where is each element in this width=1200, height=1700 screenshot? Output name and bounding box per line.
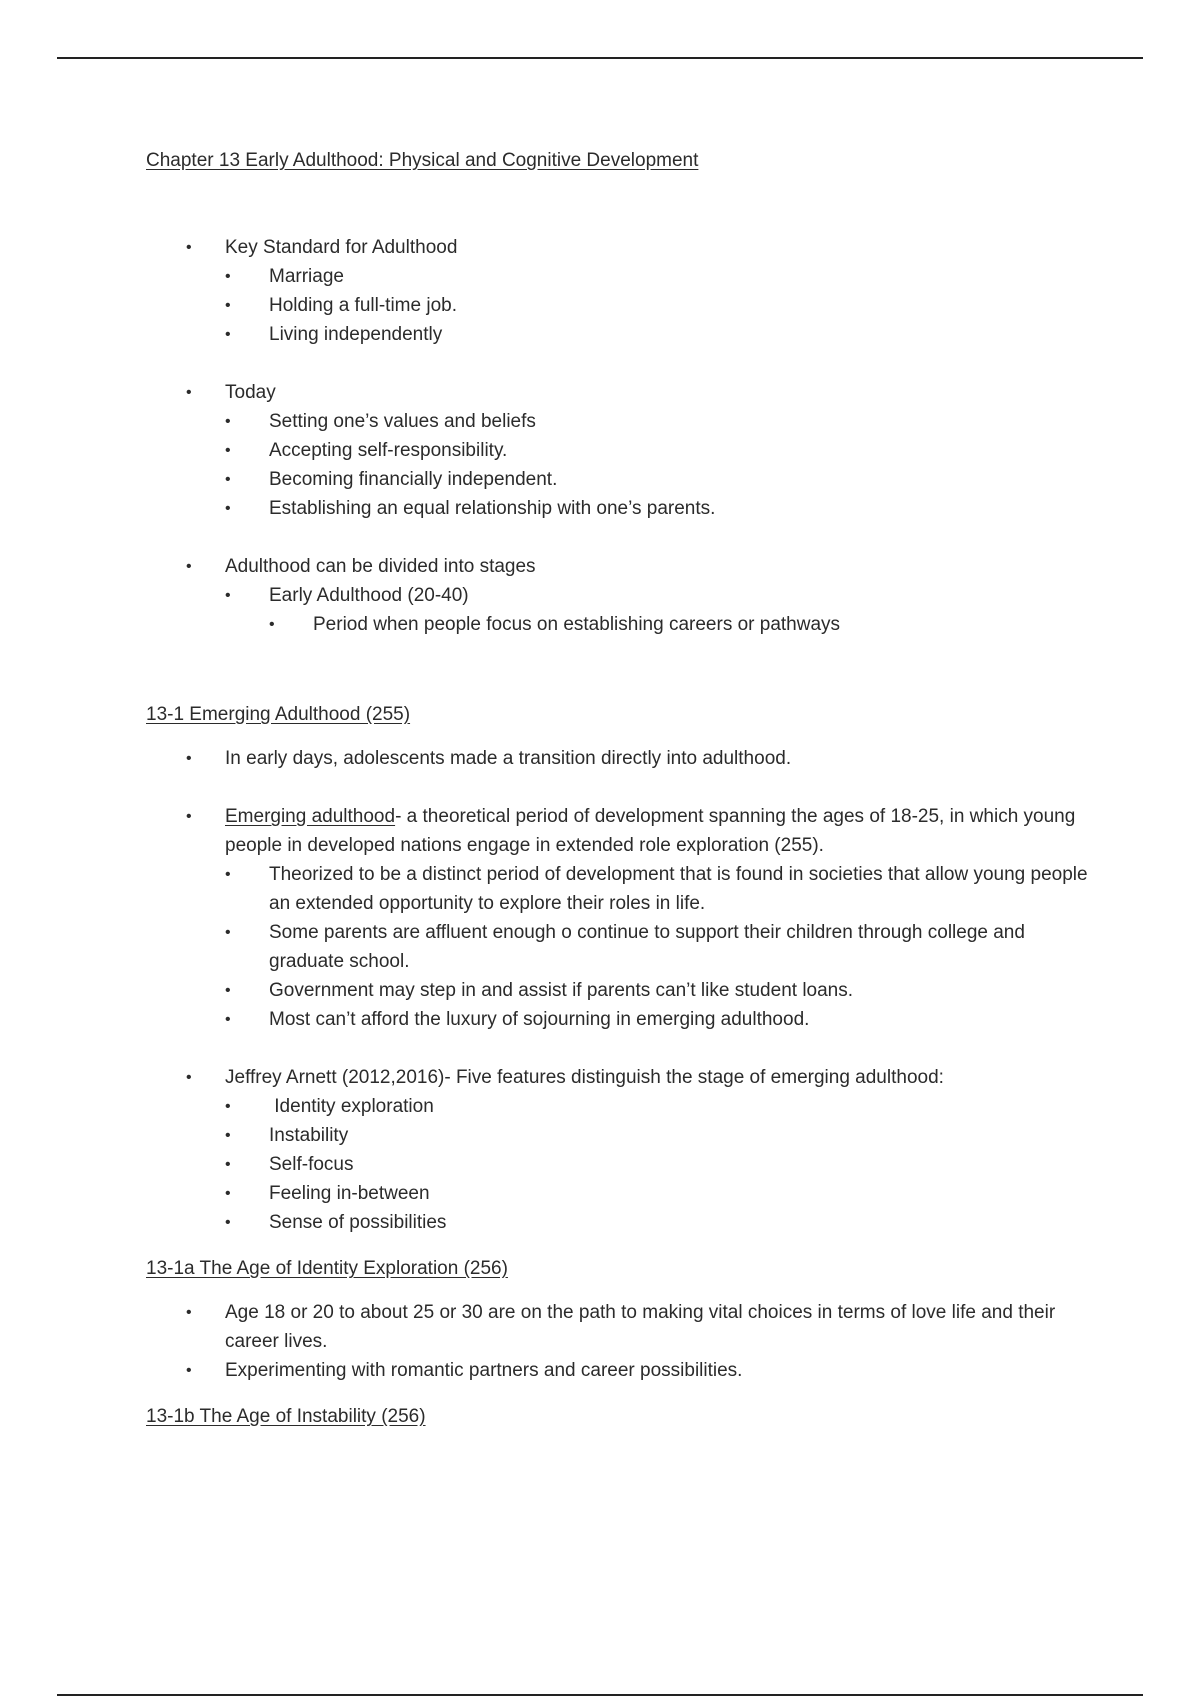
list-item: • Jeffrey Arnett (2012,2016)- Five features distinguish the stage of emerging adulthood: • Identity exploration • Instability • Self-focus • Feeling in-between • Sense of possibilities	[146, 1063, 1096, 1237]
bullet-icon: •	[225, 1011, 231, 1028]
section-heading-13-1a: 13-1a The Age of Identity Exploration (256)	[146, 1258, 508, 1279]
bullet-icon: •	[225, 1214, 231, 1231]
bullet-icon: •	[225, 866, 231, 883]
bullet-icon: •	[225, 442, 231, 459]
list-item: • Key Standard for Adulthood • Marriage • Holding a full-time job. • Living independently	[146, 233, 1096, 349]
bullet-icon: •	[225, 500, 231, 517]
stages-list	[146, 552, 1096, 639]
bullet-icon: •	[225, 1156, 231, 1173]
section-heading-13-1b: 13-1b The Age of Instability (256)	[146, 1406, 426, 1427]
emerging-adulthood-sublist	[225, 860, 1096, 1034]
features-sublist	[225, 1092, 1096, 1237]
list-item: • Accepting self-responsibility.	[225, 436, 1096, 465]
bullet-icon: •	[186, 558, 192, 575]
stages-sublist	[225, 581, 1096, 639]
bullet-icon: •	[225, 1127, 231, 1144]
list-item: • Marriage	[225, 262, 1096, 291]
list-item: • Adulthood can be divided into stages • Early Adulthood (20-40) • Period when people focus on establishing careers or pathways	[146, 552, 1096, 639]
document-body	[146, 146, 1096, 1431]
bullet-icon: •	[269, 616, 275, 633]
term-emerging-adulthood: Emerging adulthood	[225, 806, 396, 827]
list-item: • In early days, adolescents made a transition directly into adulthood.	[146, 744, 1096, 773]
key-standard-list	[146, 233, 1096, 349]
list-item: • Becoming financially independent.	[225, 465, 1096, 494]
emerging-adulthood-list	[146, 802, 1096, 1034]
bullet-icon: •	[225, 268, 231, 285]
list-item: • Self-focus	[225, 1150, 1096, 1179]
list-item: • Experimenting with romantic partners and career possibilities.	[146, 1356, 1096, 1385]
bullet-icon: •	[186, 808, 192, 825]
bullet-icon: •	[225, 326, 231, 343]
list-item: • Sense of possibilities	[225, 1208, 1096, 1237]
list-item: • Identity exploration	[225, 1092, 1096, 1121]
bullet-icon: •	[225, 982, 231, 999]
page-title: Chapter 13 Early Adulthood: Physical and Cognitive Development	[146, 150, 699, 171]
bottom-rule	[57, 1694, 1143, 1696]
bullet-icon: •	[186, 750, 192, 767]
bullet-icon: •	[225, 587, 231, 604]
bullet-icon: •	[186, 384, 192, 401]
list-item: • Most can’t afford the luxury of sojourning in emerging adulthood.	[225, 1005, 1096, 1034]
list-item: • Establishing an equal relationship with one’s parents.	[225, 494, 1096, 523]
early-adulthood-sublist	[269, 610, 1096, 639]
list-item: • Government may step in and assist if parents can’t like student loans.	[225, 976, 1096, 1005]
section-heading-13-1: 13-1 Emerging Adulthood (255)	[146, 704, 411, 725]
today-sublist	[225, 407, 1096, 523]
list-item: • Age 18 or 20 to about 25 or 30 are on the path to making vital choices in terms of love life and their career lives.	[146, 1298, 1096, 1356]
list-item: • Instability	[225, 1121, 1096, 1150]
bullet-icon: •	[225, 1098, 231, 1115]
list-item: • Today • Setting one’s values and beliefs • Accepting self-responsibility. • Becoming financially independent. • Establishing an equal relationship with one’s parents.	[146, 378, 1096, 523]
transition-list	[146, 744, 1096, 773]
list-item: • Some parents are affluent enough o continue to support their children through college and graduate school.	[225, 918, 1096, 976]
list-item: • Early Adulthood (20-40) • Period when people focus on establishing careers or pathways	[225, 581, 1096, 639]
bullet-icon: •	[225, 297, 231, 314]
bullet-icon: •	[225, 924, 231, 941]
list-item: • Theorized to be a distinct period of development that is found in societies that allow young people an extended opportunity to explore their roles in life.	[225, 860, 1096, 918]
bullet-icon: •	[186, 1362, 192, 1379]
bullet-icon: •	[225, 471, 231, 488]
key-standard-sublist	[225, 262, 1096, 349]
bullet-icon: •	[186, 1069, 192, 1086]
identity-exploration-list	[146, 1298, 1096, 1385]
list-item: • Period when people focus on establishing careers or pathways	[269, 610, 1096, 639]
list-item: • Holding a full-time job.	[225, 291, 1096, 320]
arnett-list	[146, 1063, 1096, 1237]
list-item: • Feeling in-between	[225, 1179, 1096, 1208]
list-item: • Living independently	[225, 320, 1096, 349]
bullet-icon: •	[186, 239, 192, 256]
today-list	[146, 378, 1096, 523]
bullet-icon: •	[186, 1304, 192, 1321]
bullet-icon: •	[225, 413, 231, 430]
list-item: • Emerging adulthood- a theoretical period of development spanning the ages of 18-25, in which young people in developed nations engage in extended role exploration (255). • Theorized to be a distinct period of development that is found in societies that allow young people an extended opportunity to explore their roles in life. • Some parents are affluent enough o continue to support their children through college and graduate school. • Government may step in and assist if parents can’t like student loans. • Most can’t afford the luxury of sojourning in emerging adulthood.	[146, 802, 1096, 1034]
list-item: • Setting one’s values and beliefs	[225, 407, 1096, 436]
top-rule	[57, 57, 1143, 59]
bullet-icon: •	[225, 1185, 231, 1202]
